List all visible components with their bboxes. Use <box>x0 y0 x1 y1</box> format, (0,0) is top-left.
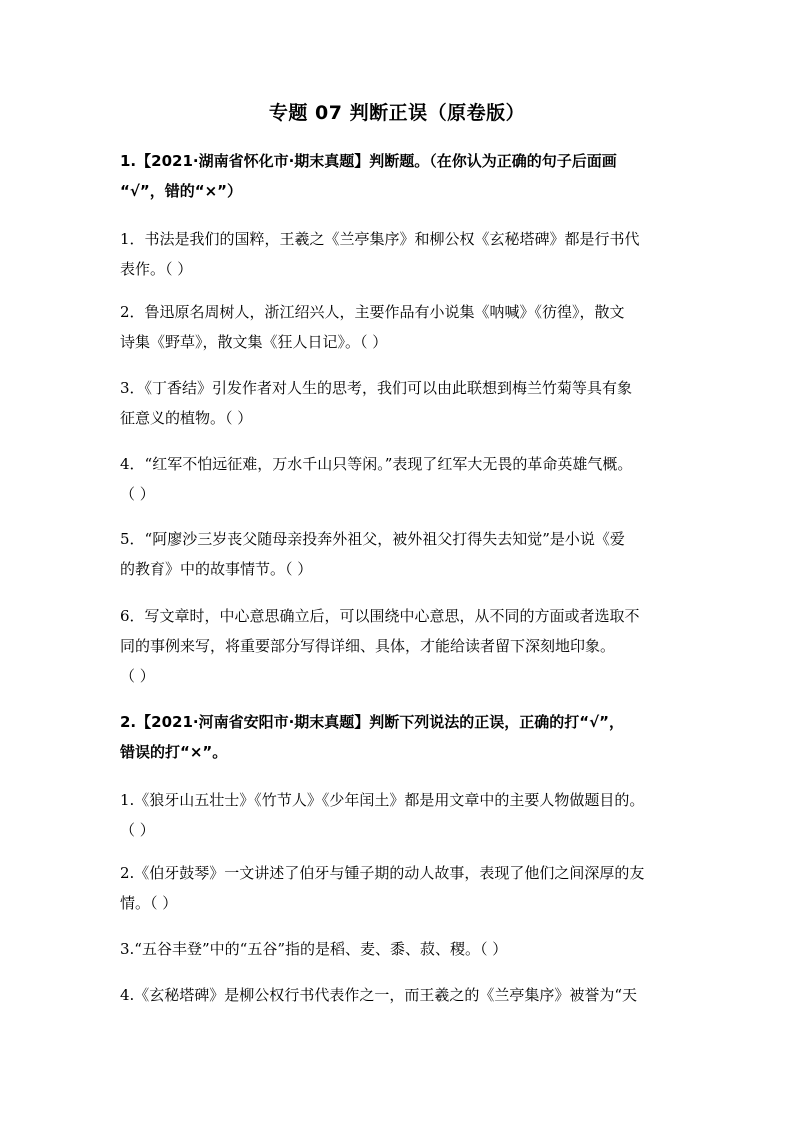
item-line: 征意义的植物。（ ） <box>120 409 253 427</box>
item-line: 表作。（ ） <box>120 260 193 278</box>
item-line: （ ） <box>120 821 155 839</box>
question-item-2-2 <box>120 858 680 918</box>
item-line: 同的事例来写，将重要部分写得详细、具体，才能给读者留下深刻地印象。 <box>120 637 616 655</box>
question-item-1-4 <box>120 449 680 509</box>
question-item-1-1 <box>120 224 680 284</box>
header-line: 错误的打“×”。 <box>120 743 228 761</box>
item-line: 的教育》中的故事情节。（ ） <box>120 560 313 578</box>
item-line: 2．鲁迅原名周树人，浙江绍兴人，主要作品有小说集《呐喊》《彷徨》，散文 <box>120 303 625 321</box>
item-line: 4.《玄秘塔碑》是柳公权行书代表作之一，而王羲之的《兰亭集序》被誉为“天 <box>120 986 637 1004</box>
header-line: “√”，错的“×”） <box>120 182 243 200</box>
item-line: 6．写文章时，中心意思确立后，可以围绕中心意思，从不同的方面或者选取不 <box>120 607 640 625</box>
header-line: 2.【2021·河南省安阳市·期末真题】判断下列说法的正误，正确的打“√”， <box>120 713 625 731</box>
item-line: 诗集《野草》，散文集《狂人日记》。（ ） <box>120 333 388 351</box>
question-item-1-3 <box>120 373 680 433</box>
item-line: 1．书法是我们的国粹，王羲之《兰亭集序》和柳公权《玄秘塔碑》都是行书代 <box>120 230 640 248</box>
question-item-2-3 <box>120 934 680 964</box>
question-item-2-4 <box>120 980 680 1010</box>
question-item-1-5 <box>120 524 680 584</box>
item-line: 1.《狼牙山五壮士》《竹节人》《少年闰土》都是用文章中的主要人物做题目的。 <box>120 791 645 809</box>
item-line: 3．《丁香结》引发作者对人生的思考，我们可以由此联想到梅兰竹菊等具有象 <box>120 379 633 397</box>
item-line: 4．“红军不怕远征难，万水千山只等闲。”表现了红军大无畏的革命英雄气概。 <box>120 455 633 473</box>
header-line: 1.【2021·湖南省怀化市·期末真题】判断题。（在你认为正确的句子后面画 <box>120 152 617 170</box>
item-line: （ ） <box>120 485 155 503</box>
item-line: 情。（ ） <box>120 894 178 912</box>
question-item-1-6 <box>120 601 680 691</box>
page-title: 专题 07 判断正误（原卷版） <box>268 102 526 124</box>
section-2-header <box>120 707 680 767</box>
item-line: 3.“五谷丰登”中的“五谷”指的是稻、麦、黍、菽、稷。（ ） <box>120 940 508 958</box>
item-line: 5．“阿廖沙三岁丧父随母亲投奔外祖父，被外祖父打得失去知觉”是小说《爱 <box>120 530 625 548</box>
question-item-1-2 <box>120 297 680 357</box>
section-1-header <box>120 146 680 206</box>
item-line: 2.《伯牙鼓琴》一文讲述了伯牙与锺子期的动人故事，表现了他们之间深厚的友 <box>120 864 645 882</box>
item-line: （ ） <box>120 667 155 685</box>
question-item-2-1 <box>120 785 680 845</box>
